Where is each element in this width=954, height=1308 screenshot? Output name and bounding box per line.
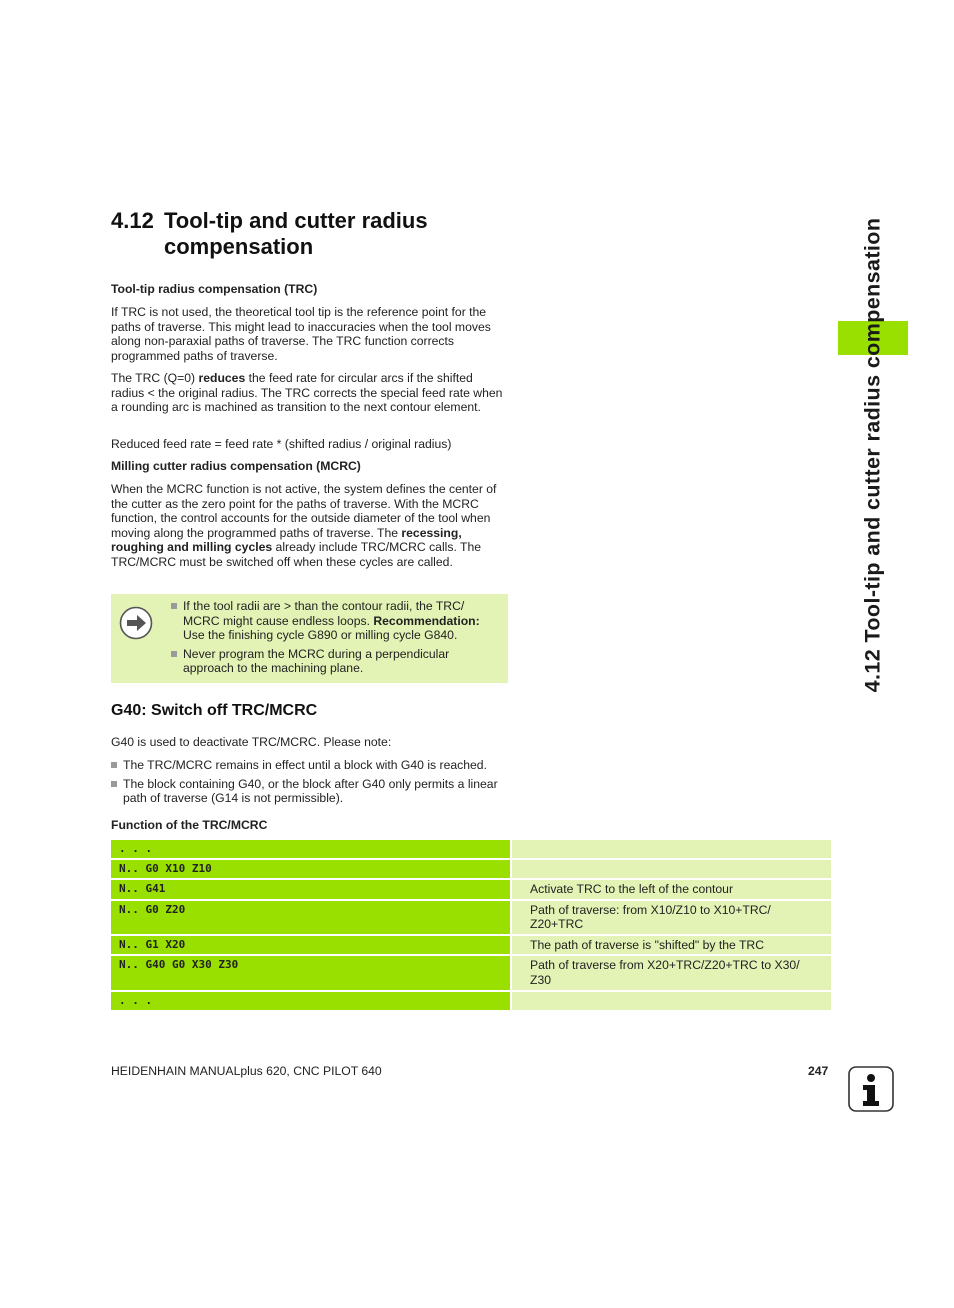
trc-formula: Reduced feed rate = feed rate * (shifted radius / original radius) bbox=[111, 437, 452, 451]
table-row bbox=[111, 860, 831, 878]
section-number: 4.12 bbox=[111, 208, 154, 233]
function-heading-wrap bbox=[111, 818, 507, 833]
function-heading: Function of the TRC/MCRC bbox=[111, 818, 268, 832]
section-title-line2: compensation bbox=[164, 234, 314, 259]
trc-reduces-bold: reduces bbox=[198, 371, 246, 385]
arrow-right-icon bbox=[119, 606, 153, 640]
bullet-square-icon bbox=[171, 603, 177, 609]
program-desc: The path of traverse is "shifted" by the TRC bbox=[512, 936, 831, 955]
mcrc-heading: Milling cutter radius compensation (MCRC) bbox=[111, 459, 361, 473]
note-item: If the tool radii are > than the contour radii, the TRC/ MCRC might cause endless loops. Recommendation: Use the finishing cycle G890 or milling cycle G840. bbox=[171, 599, 501, 643]
g40-intro: G40 is used to deactivate TRC/MCRC. Please note: bbox=[111, 735, 392, 749]
program-desc bbox=[512, 992, 831, 1010]
table-row bbox=[111, 840, 831, 858]
program-table bbox=[111, 840, 831, 1012]
program-code: N.. G0 X10 Z10 bbox=[111, 860, 510, 878]
program-desc bbox=[512, 860, 831, 878]
program-desc: Path of traverse: from X10/Z10 to X10+TRC/ Z20+TRC bbox=[512, 901, 831, 934]
program-code: N.. G41 bbox=[111, 880, 510, 899]
trc-heading: Tool-tip radius compensation (TRC) bbox=[111, 282, 318, 296]
section-title bbox=[111, 208, 531, 260]
table-row bbox=[111, 956, 831, 989]
program-code: . . . bbox=[111, 840, 510, 858]
mcrc-heading-wrap bbox=[111, 459, 507, 474]
footer-text: HEIDENHAIN MANUALplus 620, CNC PILOT 640 bbox=[111, 1064, 382, 1078]
table-row bbox=[111, 992, 831, 1010]
program-desc: Path of traverse from X20+TRC/Z20+TRC to X30/ Z30 bbox=[512, 956, 831, 989]
trc-paragraph-2: The TRC (Q=0) reduces the feed rate for circular arcs if the shifted radius < the original radius. The TRC corrects the special feed rate when a rounding arc is machined as transition to the next contour element. bbox=[111, 371, 503, 415]
mcrc-cycles-bold: recessing, roughing and milling cycles bbox=[111, 525, 462, 555]
table-row bbox=[111, 901, 831, 934]
side-running-title: 4.12 Tool-tip and cutter radius compensation bbox=[860, 217, 885, 693]
info-icon bbox=[848, 1066, 894, 1112]
program-desc bbox=[512, 840, 831, 858]
bullet-square-icon bbox=[171, 651, 177, 657]
program-code: N.. G0 Z20 bbox=[111, 901, 510, 934]
list-item: The TRC/MCRC remains in effect until a block with G40 is reached. bbox=[111, 758, 511, 773]
note-item: Never program the MCRC during a perpendicular approach to the machining plane. bbox=[171, 647, 501, 676]
table-row bbox=[111, 936, 831, 955]
list-item: The block containing G40, or the block after G40 only permits a linear path of traverse (G14 is not permissible). bbox=[111, 777, 511, 806]
program-code: N.. G40 G0 X30 Z30 bbox=[111, 956, 510, 989]
page-number: 247 bbox=[808, 1064, 829, 1078]
g40-heading: G40: Switch off TRC/MCRC bbox=[111, 702, 318, 719]
program-code: . . . bbox=[111, 992, 510, 1010]
table-row bbox=[111, 880, 831, 899]
g40-bullet-list bbox=[111, 758, 511, 810]
program-code: N.. G1 X20 bbox=[111, 936, 510, 955]
mcrc-paragraph: When the MCRC function is not active, the system defines the center of the cutter as the zero point for the paths of traverse. With the MCRC function, the control accounts for the outside diameter of the tool when moving along the programmed paths of traverse. The recessing, roughing and milling cycles already include TRC/MCRC calls. The TRC/MCRC must be switched off when these cycles are called. bbox=[111, 482, 497, 569]
trc-paragraph-1: If TRC is not used, the theoretical tool tip is the reference point for the paths of traverse. This might lead to inaccuracies when the tool moves along non-paraxial paths of traverse. The TRC function corrects programmed paths of traverse. bbox=[111, 305, 491, 363]
note-box bbox=[111, 594, 508, 683]
note-list bbox=[171, 599, 501, 680]
bullet-square-icon bbox=[111, 781, 117, 787]
trc-section bbox=[111, 282, 507, 297]
bullet-square-icon bbox=[111, 762, 117, 768]
program-desc: Activate TRC to the left of the contour bbox=[512, 880, 831, 899]
section-title-line1: Tool-tip and cutter radius bbox=[164, 208, 428, 233]
